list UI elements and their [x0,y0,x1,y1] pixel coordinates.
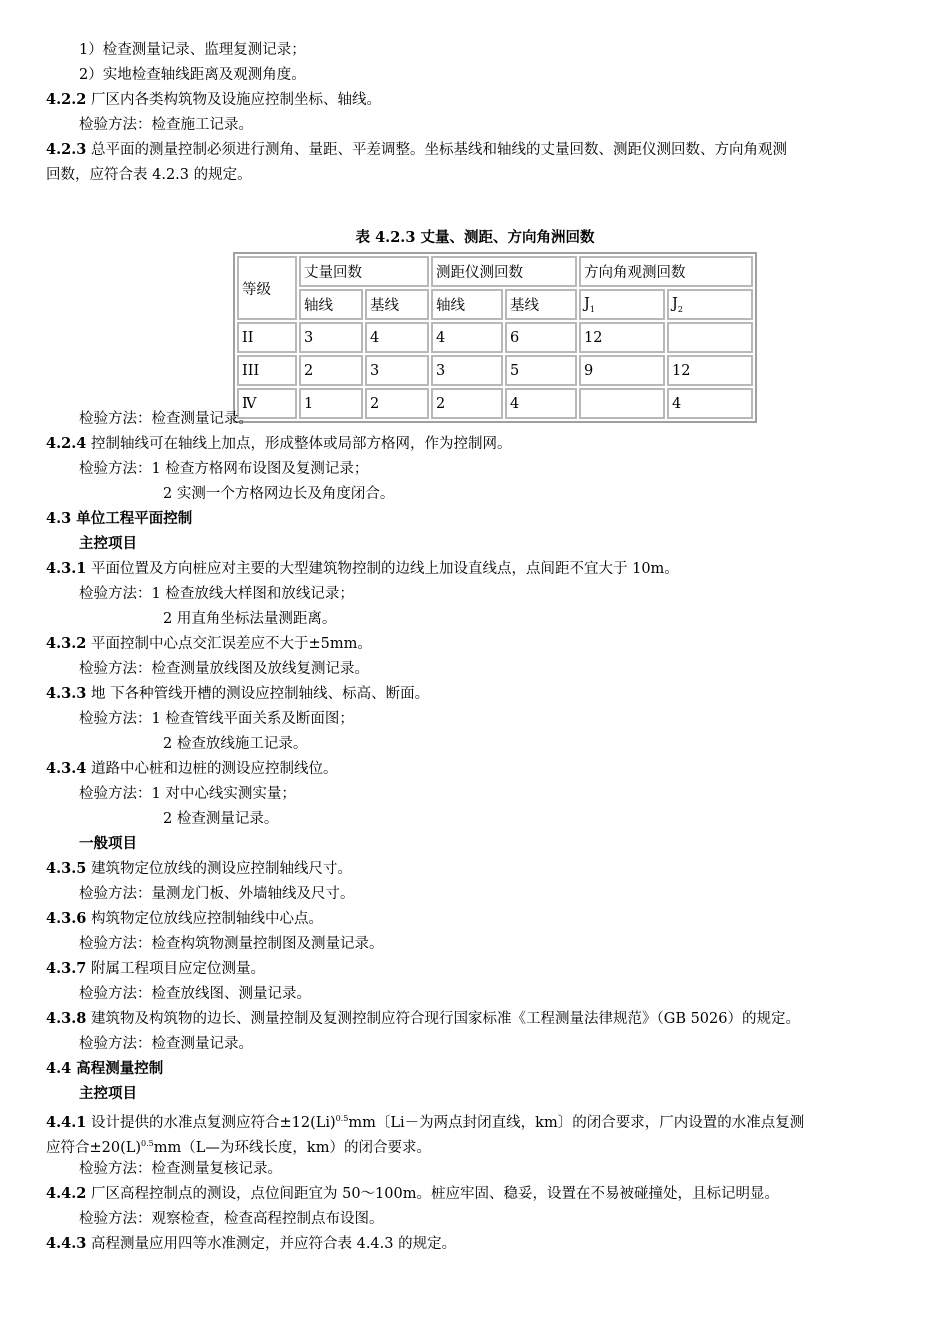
text-line [46,509,192,529]
table-cell: 3 [299,322,363,353]
header-group: 丈量回数 [299,256,429,287]
clause-number: 4.3.6 [46,910,87,927]
text-line [79,1159,282,1179]
survey-count-table [233,252,757,423]
table-caption: 表 4.2.3 丈量、测距、方向角洲回数 [355,229,595,246]
text-line [46,1109,804,1133]
text-line [79,65,306,85]
text-line [46,1009,800,1029]
table-cell [667,322,753,353]
table-cell: 2 [299,355,363,386]
table-cell: 12 [667,355,753,386]
clause-number: 4.3.4 [46,760,87,777]
clause-text: 道路中心桩和边桩的测设应控制线位。 [86,761,338,777]
text-line [163,809,278,829]
table-cell: 4 [505,388,577,419]
table-cell: 2 [431,388,503,419]
clause-text: 检验方法：检查放线图、测量记录。 [79,986,311,1002]
exponent: 0.5 [335,1114,349,1123]
text-line [46,684,429,704]
clause-number: 4.4.1 [46,1113,87,1131]
text-line [163,609,336,629]
subscript: 2 [677,304,683,314]
text-line [79,534,137,554]
clause-text: 检验方法：1 检查管线平面关系及断面图； [79,711,354,727]
clause-text: 控制轴线可在轴线上加点，形成整体或局部方格网，作为控制网。 [86,436,512,452]
table-cell: 4 [431,322,503,353]
clause-text: 2 实测一个方格网边长及角度闭合。 [163,486,395,502]
text-line [163,734,307,754]
clause-text: 高程测量应用四等水准测定，并应符合表 4.4.3 的规定。 [86,1236,457,1252]
clause-text: 总平面的测量控制必须进行测角、量距、平差调整。坐标基线和轴线的丈量回数、测距仪测回数、方向角观测 [86,142,787,158]
clause-text: 地 下各种管线开槽的测设应控制轴线、标高、断面。 [86,686,430,702]
header-sub: $J_2$ [667,289,753,320]
clause-text: 检验方法：检查测量记录。 [79,1036,253,1052]
clause-text: 设计提供的水准点复测应符合±12(Li) [86,1114,336,1131]
clause-text: 检验方法：检查测量复核记录。 [79,1161,282,1177]
text-line [79,584,354,604]
clause-number: 4.2.4 [46,435,87,452]
table-cell: 3 [365,355,429,386]
clause-text: 单位工程平面控制 [71,510,193,527]
table-cell: Ⅳ [237,388,297,419]
clause-text: 建筑物及构筑物的边长、测量控制及复测控制应符合现行国家标准《工程测量法律规范》（GB 5026）的规定。 [86,1011,800,1027]
clause-text: 主控项目 [79,1085,137,1102]
header-sub: 轴线 [431,289,503,320]
text-line [46,634,372,654]
text-line [79,1084,137,1104]
clause-number: 4.3.1 [46,560,87,577]
clause-text: 平面位置及方向桩应对主要的大型建筑物控制的边线上加设直线点，点间距不宜大于 10m。 [86,561,679,577]
clause-number: 4.2.3 [46,141,87,158]
clause-text: 2 用直角坐标法量测距离。 [163,611,337,627]
text-line [79,1209,384,1229]
clause-text: 一般项目 [79,835,137,852]
clause-text: 高程测量控制 [71,1060,164,1077]
table-cell: 9 [579,355,665,386]
text-line [46,859,352,879]
text-line [79,409,253,429]
clause-text: 平面控制中心点交汇误差应不大于±5mm。 [86,636,372,652]
table-cell: 2 [365,388,429,419]
header-sub: 轴线 [299,289,363,320]
clause-text: 2 检查放线施工记录。 [163,736,308,752]
clause-text: 2 检查测量记录。 [163,811,279,827]
text-line [79,784,296,804]
text-line [46,1059,163,1079]
clause-text: mm〔Li－为两点封闭直线，km〕的闭合要求，厂内设置的水准点复测 [348,1114,805,1131]
table-cell: III [237,355,297,386]
table-cell: 5 [505,355,577,386]
text-line [46,1234,456,1254]
clause-number: 4.3 [46,510,72,527]
text-line [46,140,787,160]
table-header-row [237,289,753,320]
table-cell: 6 [505,322,577,353]
header-group: 方向角观测回数 [579,256,753,287]
header-sub: 基线 [505,289,577,320]
clause-text: 检验方法：1 检查方格网布设图及复测记录； [79,461,369,477]
clause-text: 检验方法：检查施工记录。 [79,117,253,133]
text-line [79,834,137,854]
clause-text: mm（L—为环线长度，km）的闭合要求。 [153,1139,431,1156]
clause-text: 厂区内各类构筑物及设施应控制坐标、轴线。 [86,92,381,108]
text-line [46,1184,779,1204]
table-row [237,388,753,419]
header-sub: 基线 [365,289,429,320]
table-cell: II [237,322,297,353]
table-cell [579,388,665,419]
table-cell: 3 [431,355,503,386]
header-sub: $J_1$ [579,289,665,320]
text-line [46,959,265,979]
clause-text: 回数，应符合表 4.2.3 的规定。 [46,167,252,183]
header-group: 测距仪测回数 [431,256,577,287]
table-row [237,322,753,353]
text-line [46,90,381,110]
table-cell: 4 [667,388,753,419]
table-cell: 1 [299,388,363,419]
clause-number: 4.3.3 [46,685,87,702]
clause-text: 检验方法：量测龙门板、外墙轴线及尺寸。 [79,886,355,902]
clause-number: 4.4 [46,1060,72,1077]
clause-text: 构筑物定位放线应控制轴线中心点。 [86,911,323,927]
clause-number: 4.3.7 [46,960,87,977]
clause-text: 检验方法：检查构筑物测量控制图及测量记录。 [79,936,384,952]
table-cell: 4 [365,322,429,353]
clause-number: 4.3.8 [46,1010,87,1027]
text-line [46,759,337,779]
text-line [79,984,311,1004]
clause-text: 1）检查测量记录、监理复测记录； [79,42,306,58]
subscript: 1 [589,304,595,314]
text-line [79,1034,253,1054]
clause-text: 检验方法：1 检查放线大样图和放线记录； [79,586,354,602]
clause-text: 厂区高程控制点的测设，点位间距宜为 50～100m。桩应牢固、稳妥，设置在不易被碰撞处，且标记明显。 [86,1186,779,1202]
table-row [237,355,753,386]
clause-text: 检验方法：1 对中心线实测实量； [79,786,296,802]
clause-text: 附属工程项目应定位测量。 [86,961,265,977]
text-line [46,1134,431,1158]
text-line [79,115,253,135]
text-line [46,165,252,185]
exponent: 0.5 [141,1139,154,1148]
clause-number: 4.3.2 [46,635,87,652]
clause-text: 检验方法：检查测量放线图及放线复测记录。 [79,661,369,677]
clause-text: 2）实地检查轴线距离及观测角度。 [79,67,306,83]
clause-number: 4.3.5 [46,860,87,877]
text-line [163,484,394,504]
clause-text: 应符合±20(L) [46,1139,142,1156]
clause-text: 建筑物定位放线的测设应控制轴线尺寸。 [86,861,352,877]
text-line [79,934,384,954]
text-line [79,709,354,729]
text-line [46,434,511,454]
text-line [79,459,368,479]
table-cell: 12 [579,322,665,353]
text-line [46,909,323,929]
text-line [79,40,306,60]
text-line [79,659,369,679]
table-header-row [237,256,753,287]
clause-number: 4.2.2 [46,91,87,108]
text-line [79,884,355,904]
clause-number: 4.4.2 [46,1185,87,1202]
clause-text: 主控项目 [79,535,137,552]
clause-text: 检验方法：观察检查，检查高程控制点布设图。 [79,1211,384,1227]
clause-text: 检验方法：检查测量记录。 [79,411,253,427]
text-line [46,559,679,579]
clause-number: 4.4.3 [46,1235,87,1252]
header-grade: 等级 [237,256,297,320]
